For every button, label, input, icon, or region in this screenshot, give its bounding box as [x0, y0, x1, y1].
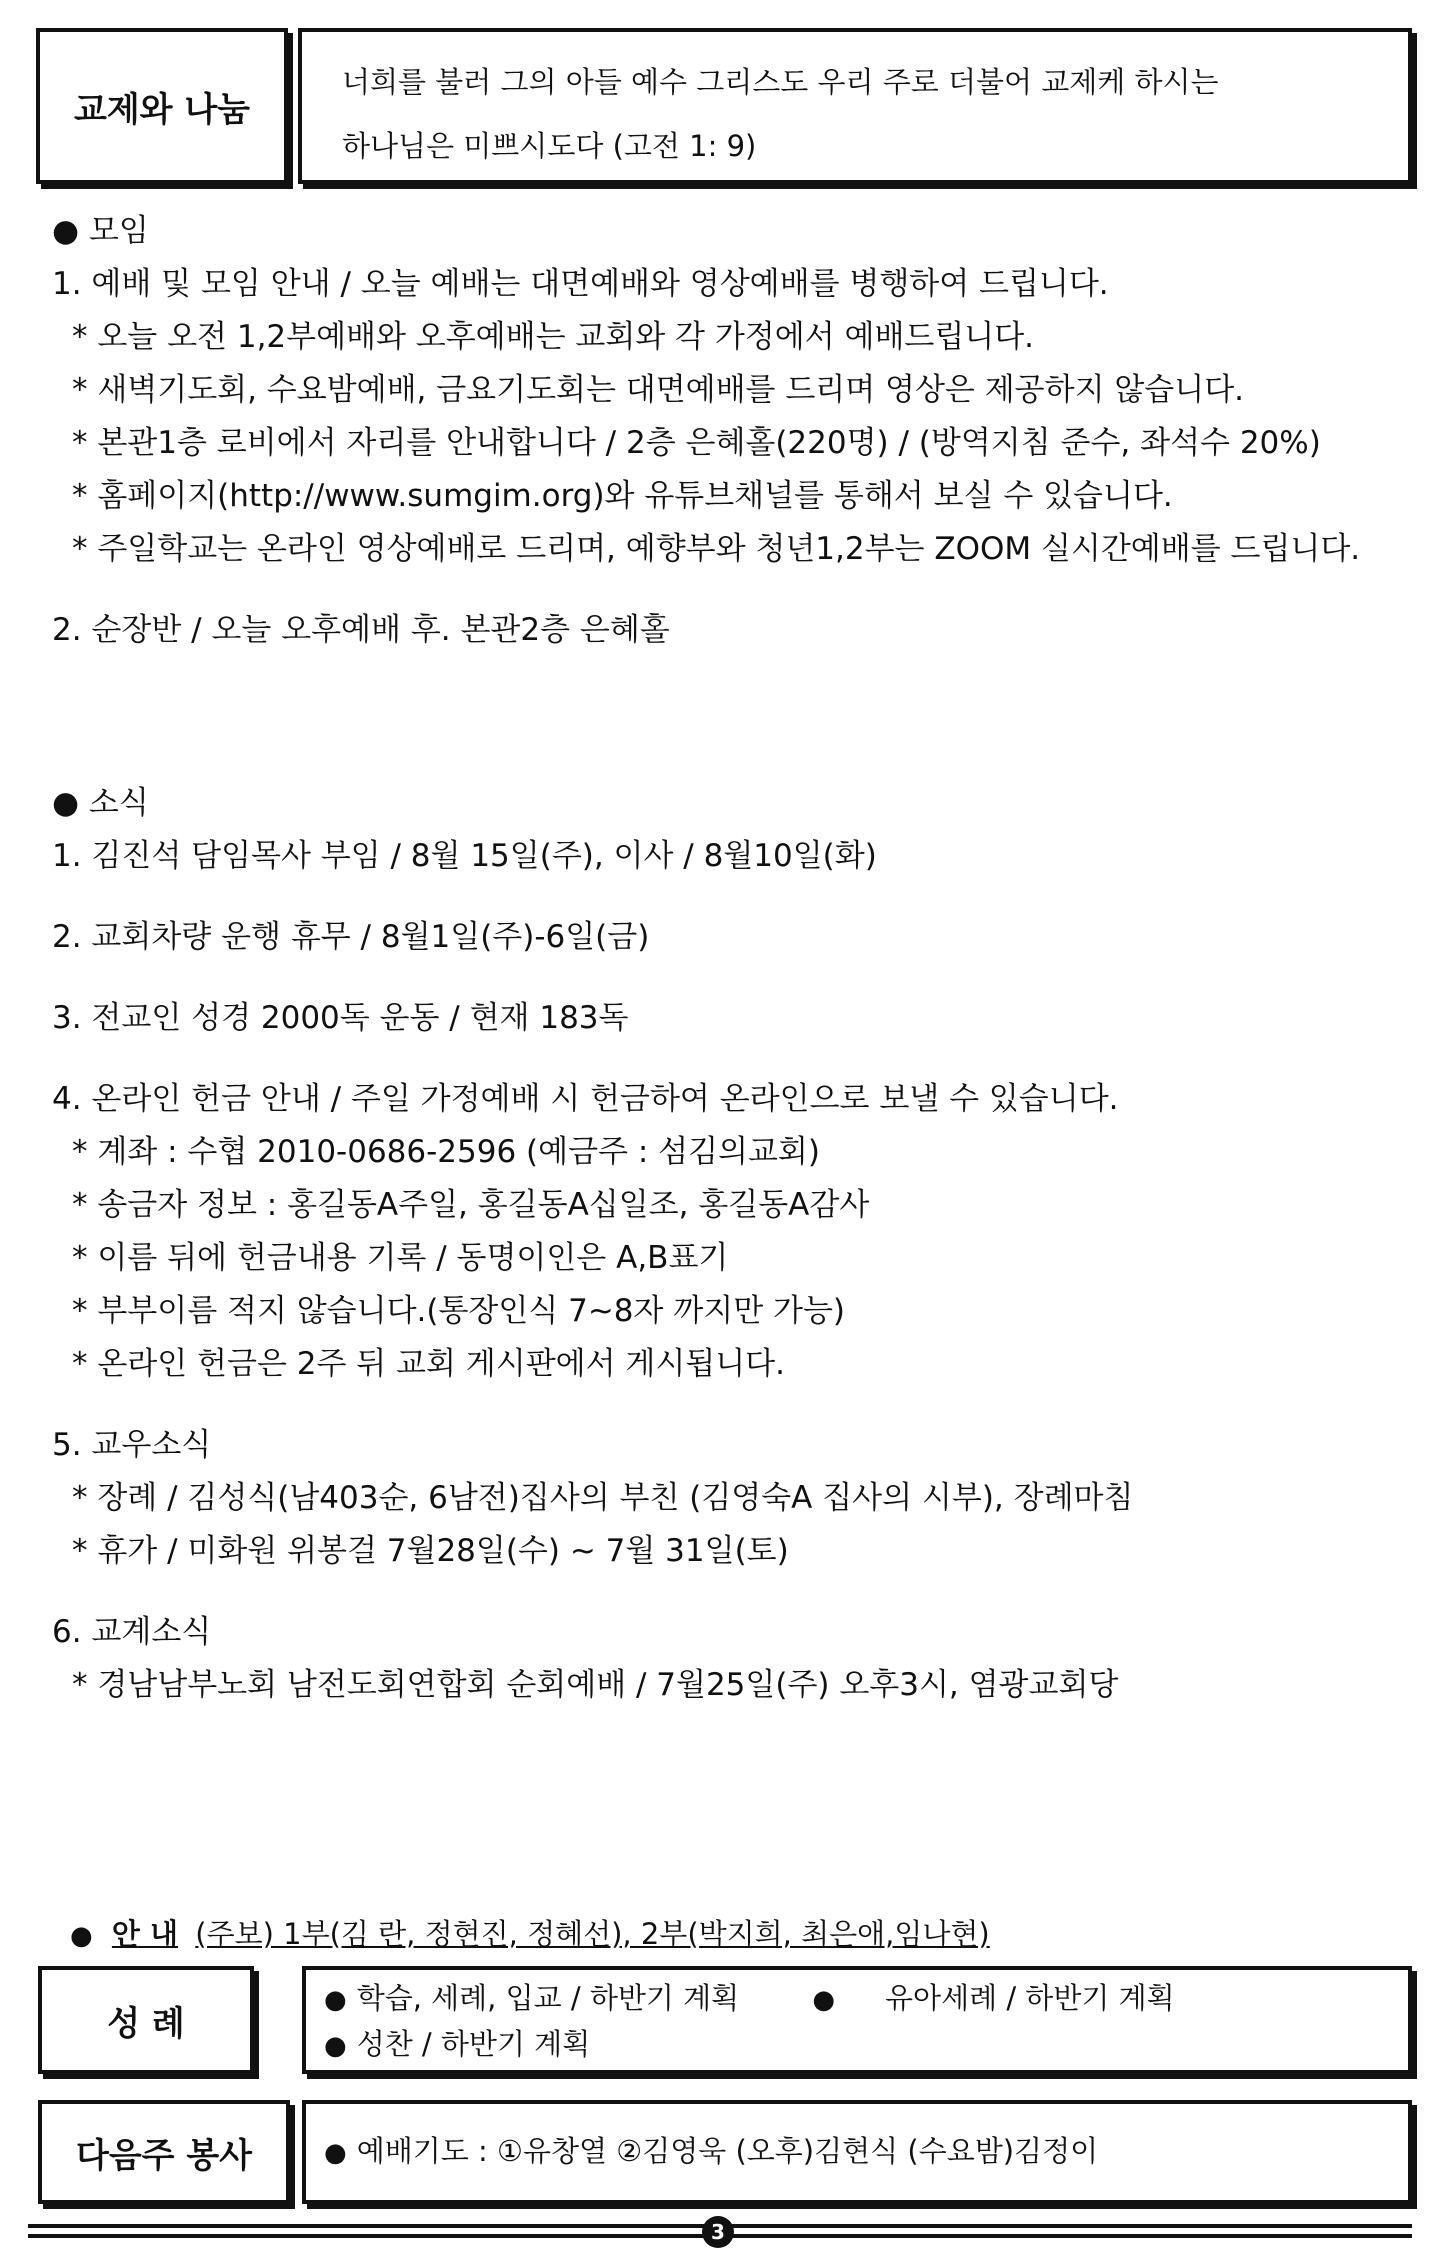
section-label	[36, 28, 288, 184]
news-note: * 부부이름 적지 않습니다.(통장인식 7~8자 까지만 가능)	[72, 1293, 846, 1329]
section-label-text: 교제와 나눔	[73, 89, 251, 130]
news-item: 3. 전교인 성경 2000독 운동 / 현재 183독	[52, 1000, 629, 1036]
meeting-item: 1. 예배 및 모임 안내 / 오늘 예배는 대면예배와 영상예배를 병행하여 드립니다.	[52, 266, 1109, 302]
sacrament-line-1: ● 학습, 세례, 입교 / 하반기 계획 ● 유아세례 / 하반기 계획	[324, 1981, 1175, 2015]
page-footer	[28, 2222, 1412, 2244]
meeting-note: * 오늘 오전 1,2부예배와 오후예배는 교회와 각 가정에서 예배드립니다.	[72, 319, 1035, 355]
bullet-icon: ●	[70, 1921, 93, 1951]
verse-line-2: 하나님은 미쁘시도다 (고전 1: 9)	[342, 129, 757, 163]
news-item: 2. 교회차량 운행 휴무 / 8월1일(주)-6일(금)	[52, 919, 650, 955]
news-item: 6. 교계소식	[52, 1614, 212, 1650]
news-note: * 송금자 정보 : 홍길동A주일, 홍길동A십일조, 홍길동A감사	[72, 1187, 870, 1223]
bullet-icon: ●	[324, 1985, 347, 2015]
news-item: 1. 김진석 담임목사 부임 / 8월 15일(주), 이사 / 8월10일(화)	[52, 838, 877, 874]
meeting-note: * 홈페이지(http://www.sumgim.org)와 유튜브채널를 통해서 보실 수 있습니다.	[72, 478, 1173, 514]
news-note: * 휴가 / 미화원 위봉걸 7월28일(수) ~ 7월 31일(토)	[72, 1533, 789, 1569]
news-item: 4. 온라인 헌금 안내 / 주일 가정예배 시 헌금하여 온라인으로 보낼 수 있습니다.	[52, 1081, 1119, 1117]
meeting-note: * 새벽기도회, 수요밤예배, 금요기도회는 대면예배를 드리며 영상은 제공하지 않습니다.	[72, 372, 1245, 408]
news-note: * 계좌 : 수협 2010-0686-2596 (예금주 : 섬김의교회)	[72, 1134, 820, 1170]
meeting-title: ● 모임	[52, 213, 149, 249]
service-box	[302, 2100, 1412, 2204]
bullet-icon: ●	[812, 1985, 836, 2015]
meeting-item: 2. 순장반 / 오늘 오후예배 후. 본관2층 은혜홀	[52, 612, 670, 648]
sacrament-label-text: 성 례	[107, 2003, 185, 2044]
meeting-note: * 본관1층 로비에서 자리를 안내합니다 / 2층 은혜홀(220명) / (방역지침 준수, 좌석수 20%)	[72, 425, 1321, 461]
bullet-icon: ●	[324, 2138, 347, 2168]
page-number: 3	[702, 2216, 734, 2248]
bullet-icon: ●	[324, 2031, 347, 2061]
news-item: 5. 교우소식	[52, 1427, 212, 1463]
notice-line	[70, 1912, 990, 1953]
news-note: * 경남남부노회 남전도회연합회 순회예배 / 7월25일(주) 오후3시, 염광교회당	[72, 1667, 1119, 1703]
verse-line-1: 너희를 불러 그의 아들 예수 그리스도 우리 주로 더불어 교제케 하시는	[342, 65, 1219, 99]
service-text: 예배기도 : ①유창열 ②김영욱 (오후)김현식 (수요밤)김정이	[356, 2134, 1099, 2168]
notice-title: 안 내	[111, 1917, 179, 1951]
news-note: * 이름 뒤에 헌금내용 기록 / 동명이인은 A,B표기	[72, 1240, 729, 1276]
news-title: ● 소식	[52, 785, 149, 821]
main-content	[52, 205, 1412, 1712]
meeting-note: * 주일학교는 온라인 영상예배로 드리며, 예향부와 청년1,2부는 ZOOM 실시간예배를 드립니다.	[72, 531, 1361, 567]
news-note: * 장례 / 김성식(남403순, 6남전)집사의 부친 (김영숙A 집사의 시부), 장례마침	[72, 1480, 1134, 1516]
sacrament-line-2: ● 성찬 / 하반기 계획	[324, 2027, 591, 2061]
service-label	[38, 2100, 290, 2204]
sacrament-box	[302, 1966, 1412, 2074]
news-note: * 온라인 헌금은 2주 뒤 교회 게시판에서 게시됩니다.	[72, 1346, 785, 1382]
sacrament-label	[38, 1966, 254, 2074]
notice-text: (주보) 1부(김 란, 정현진, 정혜선), 2부(박지희, 최은애,임나현)	[195, 1917, 990, 1951]
verse-box	[298, 28, 1412, 184]
service-label-text: 다음주 봉사	[75, 2135, 253, 2176]
